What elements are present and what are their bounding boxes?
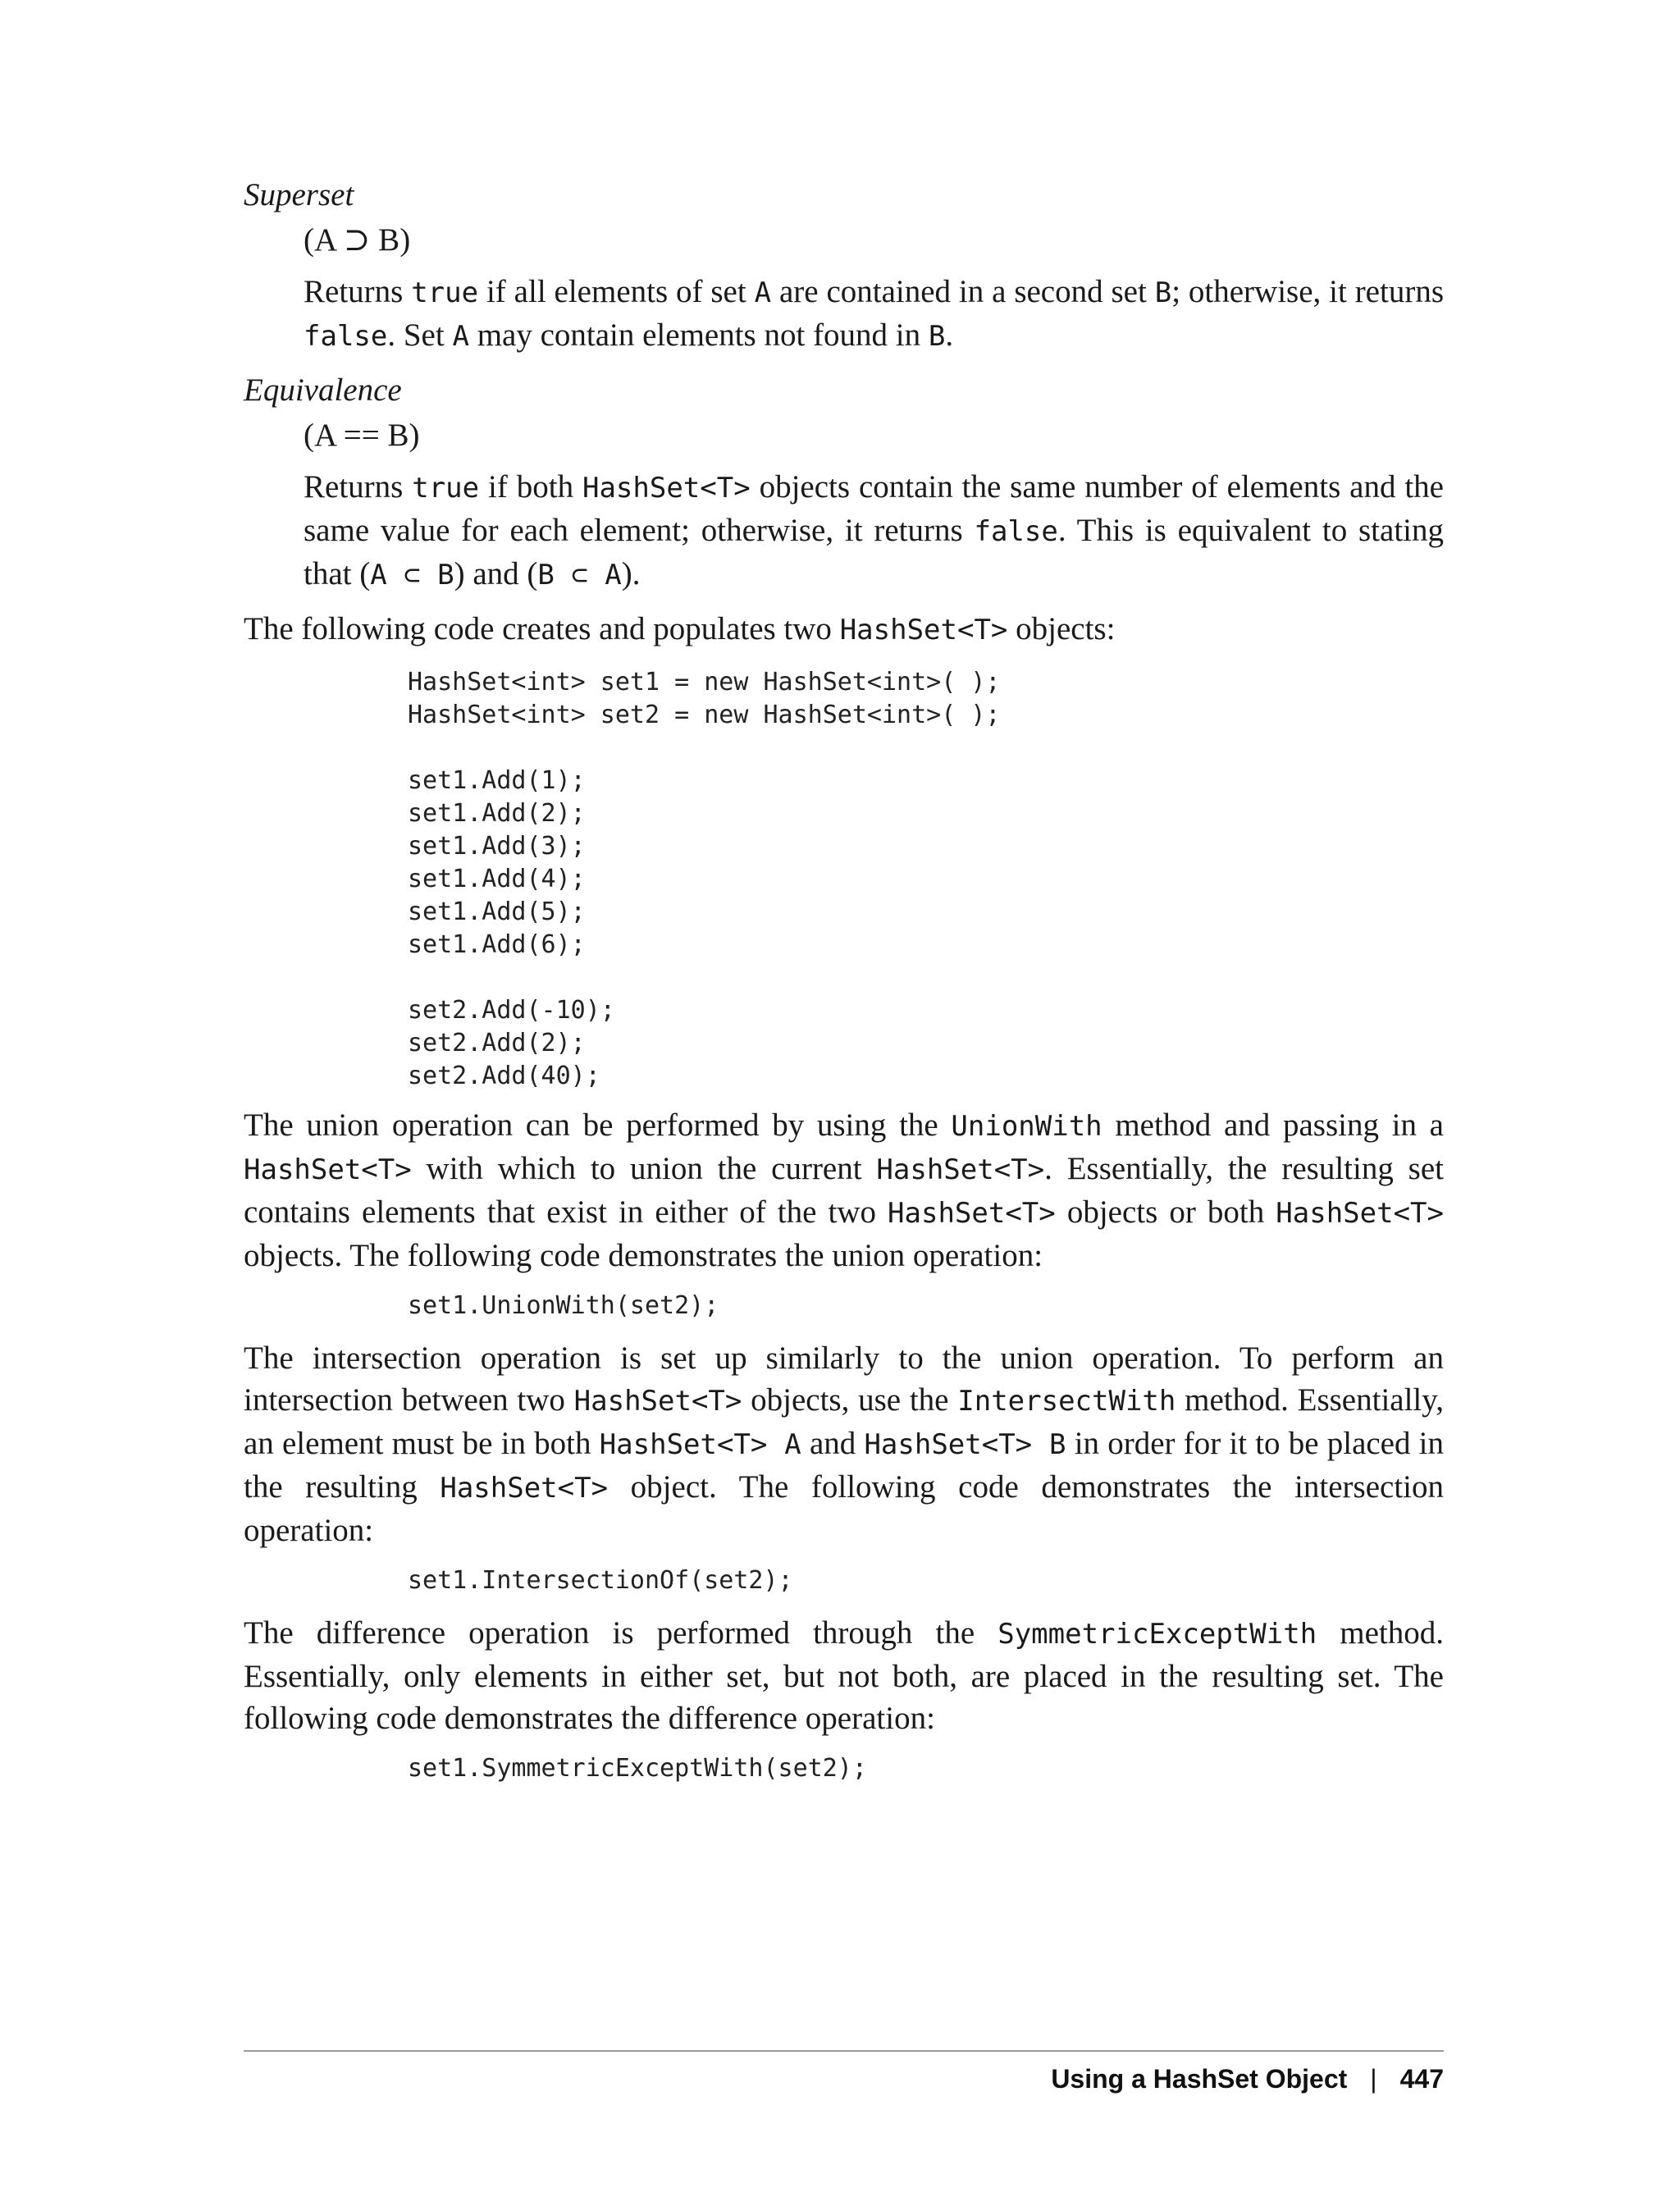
page-number: 447 — [1399, 2064, 1444, 2094]
page-content — [244, 174, 1444, 1800]
code-block-populate: HashSet<int> set1 = new HashSet<int>( ); HashSet<int> set2 = new HashSet<int>( ); set1.Add(1); set1.Add(2); set1.Add(3); set1.Add(4); set1.Add(5); set1.Add(6); set2.Add(-10); set2.Add(2); set2.Add(40); — [408, 668, 1001, 1090]
formula-equivalence: (A == B) — [304, 418, 420, 453]
footer-separator: | — [1370, 2064, 1377, 2094]
paragraph-difference: The difference operation is performed through the SymmetricExceptWith method. Essentially, only elements in either set, but not both, are placed in the resulting set. The following code demonstrates the difference operation: — [244, 1615, 1444, 1736]
term-superset: Superset — [244, 177, 354, 212]
code-block-intersection: set1.IntersectionOf(set2); — [408, 1566, 793, 1595]
footer-rule — [244, 2050, 1444, 2052]
code-block-union: set1.UnionWith(set2); — [408, 1291, 719, 1320]
term-equivalence: Equivalence — [244, 372, 402, 408]
footer-section-title: Using a HashSet Object — [1051, 2064, 1348, 2094]
page-footer — [244, 2064, 1444, 2094]
formula-superset: (A ⊃ B) — [304, 222, 411, 258]
code-block-difference: set1.SymmetricExceptWith(set2); — [408, 1754, 867, 1783]
paragraph-union: The union operation can be performed by using the UnionWith method and passing in a HashSet<T> with which to union the current HashSet<T>. Essentially, the resulting set contains elements that exist in either of the two HashSet<T> objects or both HashSet<T> objects. The following code demonstrates the union operation: — [244, 1108, 1444, 1273]
definition-superset: Returns true if all elements of set A are contained in a second set B; otherwise, it returns false. Set A may contain elements not found in B. — [304, 274, 1444, 353]
paragraph-intersection: The intersection operation is set up similarly to the union operation. To perform an intersection between two HashSet<T> objects, use the IntersectWith method. Essentially, an element must be in both HashSet<T> A and HashSet<T> B in order for it to be placed in the resulting HashSet<T> object. The following code demonstrates the intersection operation: — [244, 1340, 1445, 1548]
definition-equivalence: Returns true if both HashSet<T> objects contain the same number of elements and the same value for each element; otherwise, it returns false. This is equivalent to stating that (A ⊂ B) and (B ⊂ A). — [304, 469, 1444, 591]
paragraph-intro: The following code creates and populates two HashSet<T> objects: — [244, 611, 1116, 646]
